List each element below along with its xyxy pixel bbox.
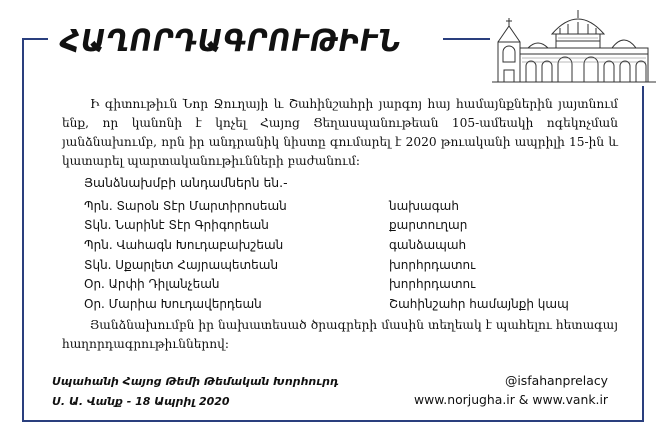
member-row xyxy=(84,216,584,236)
cathedral-drawing-icon xyxy=(490,8,658,86)
member-row xyxy=(84,255,584,275)
member-row xyxy=(84,274,584,294)
member-role: Շահինշահր համայնքի կապ xyxy=(389,296,569,311)
member-role: խորհրդատու xyxy=(389,277,476,292)
member-row xyxy=(84,196,584,216)
members-heading: Յանձնախմբի անդամներն են.- xyxy=(84,175,288,190)
member-name: Օր. Մարիա Խուդավերդեան xyxy=(84,296,262,311)
member-role: գանձապահ xyxy=(389,237,467,252)
member-role: խորհրդատու xyxy=(389,257,476,272)
member-row xyxy=(84,294,584,314)
announcement-title: ՀԱՂՈՐԴԱԳՐՈՒԹԻՒՆ xyxy=(60,23,402,59)
footer-signature xyxy=(52,372,339,412)
member-name: Պրն. Տարօն Տէր Մարտիրոսեան xyxy=(84,198,287,213)
social-handle: @isfahanprelacy xyxy=(504,373,608,388)
title-container xyxy=(48,24,443,58)
member-name: Պրն. Վահագն Խուդաբախշեան xyxy=(84,237,284,252)
closing-paragraph: Յանձնախումբն իր նախատեսած ծրագրերի մասին տեղեակ է պահելու հետագայ հաղորդագրութիւններով: xyxy=(62,318,618,351)
member-role: քարտուղար xyxy=(389,218,468,233)
member-name: Օր. Արփի Դիլանչեան xyxy=(84,277,220,292)
footer-issuer: Սպահանի Հայոց Թեմի Թեմական Խորհուրդ xyxy=(52,375,339,388)
intro-paragraph: Ի գիտութիւն Նոր Ջուղայի և Շահինշահրի յարգոյ հայ համայնքներին յայտնում ենք, որ կանոնի է կոչել Հայոց Ցեղասպանութեան 105-ամեակի ոգեկոչման յանձնախումբ, որն իր անդրանիկ նիստը գումարել է 2020 թուականի ապրիլի 15-ին և կատարել պարտականութիւնների բաժանում: xyxy=(62,97,618,168)
members-list xyxy=(84,196,584,314)
footer-contacts xyxy=(414,371,608,409)
member-role: նախագահ xyxy=(389,198,459,213)
member-row xyxy=(84,235,584,255)
member-name: Տկն. Սքարլետ Հայրապետեան xyxy=(84,257,279,272)
website-links: www.norjugha.ir & www.vank.ir xyxy=(414,392,608,407)
footer-date: Ս. Ա. Վանք - 18 Ապրիլ 2020 xyxy=(52,395,230,408)
member-name: Տկն. Նարինէ Տէր Գրիգորեան xyxy=(84,218,269,233)
